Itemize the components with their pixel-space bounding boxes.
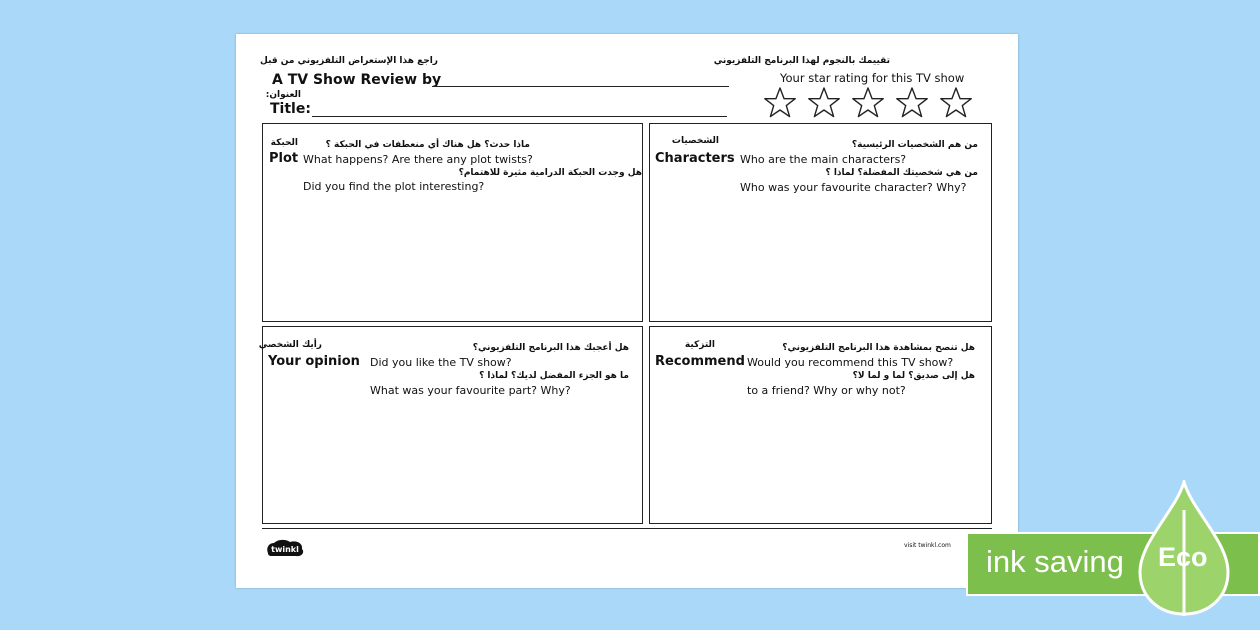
opinion-heading-arabic: رأيك الشخصي (258, 340, 322, 350)
opinion-q2: What was your favourite part? Why? (370, 384, 571, 397)
characters-heading-arabic: الشخصيات (671, 136, 719, 146)
rating-arabic: تقييمك بالنجوم لهذا البرنامج التلفزيوني (713, 56, 890, 66)
logo-text: twinkl (271, 545, 299, 554)
recommend-heading-arabic: التزكية (684, 340, 715, 350)
recommend-q1: Would you recommend this TV show? (747, 356, 954, 369)
ink-saving-label: ink saving (986, 544, 1124, 579)
opinion-q1: Did you like the TV show? (370, 356, 512, 369)
characters-box[interactable] (649, 123, 992, 322)
recommend-q2-arabic: هل إلى صديق؟ لما و لما لا؟ (852, 371, 975, 381)
title-line[interactable] (312, 116, 727, 117)
characters-heading: Characters (655, 151, 735, 166)
reviewer-name-line[interactable] (432, 86, 729, 87)
characters-q1-arabic: من هم الشخصيات الرئيسية؟ (851, 140, 978, 150)
title-label: Title: (270, 101, 311, 117)
characters-q2-arabic: من هي شخصيتك المفضلة؟ لماذا ؟ (825, 168, 978, 178)
characters-q2: Who was your favourite character? Why? (740, 181, 967, 194)
opinion-box[interactable] (258, 326, 643, 524)
plot-q1: What happens? Are there any plot twists? (303, 153, 533, 166)
star-rating (762, 86, 978, 122)
twinkl-logo (264, 537, 306, 559)
star-icon[interactable] (765, 88, 795, 117)
star-icon[interactable] (941, 88, 971, 117)
recommend-box[interactable] (649, 326, 992, 524)
star-icon[interactable] (897, 88, 927, 117)
title-arabic: العنوان: (265, 90, 301, 100)
opinion-heading: Your opinion (268, 354, 360, 369)
eco-label: Eco (1158, 542, 1208, 572)
characters-q1: Who are the main characters? (740, 153, 907, 166)
plot-q2-arabic: هل وجدت الحبكة الدرامية مثيرة للاهتمام؟ (458, 168, 642, 178)
footer-divider (262, 528, 992, 529)
opinion-q1-arabic: هل أعجبك هذا البرنامج التلفزيوني؟ (472, 343, 629, 353)
plot-q1-arabic: ماذا حدث؟ هل هناك أي منعطفات في الحبكة ؟ (325, 140, 530, 150)
worksheet-page (236, 34, 1018, 588)
recommend-q2: to a friend? Why or why not? (747, 384, 906, 397)
plot-heading-arabic: الحبكة (270, 138, 298, 148)
plot-q2: Did you find the plot interesting? (303, 180, 485, 193)
visit-link[interactable]: visit twinkl.com (904, 542, 951, 549)
review-by-label: A TV Show Review by (272, 72, 442, 88)
plot-box[interactable] (262, 123, 643, 322)
rating-label: Your star rating for this TV show (780, 71, 965, 85)
star-icon[interactable] (853, 88, 883, 117)
recommend-q1-arabic: هل تنصح بمشاهدة هذا البرنامج التلفزيوني؟ (782, 343, 975, 353)
star-icon[interactable] (809, 88, 839, 117)
recommend-heading: Recommend (655, 354, 745, 369)
opinion-q2-arabic: ما هو الجزء المفضل لديك؟ لماذا ؟ (479, 371, 629, 381)
review-by-arabic: راجع هذا الإستعراض التلفزيوني من قبل (260, 56, 438, 66)
plot-heading: Plot (269, 151, 299, 166)
